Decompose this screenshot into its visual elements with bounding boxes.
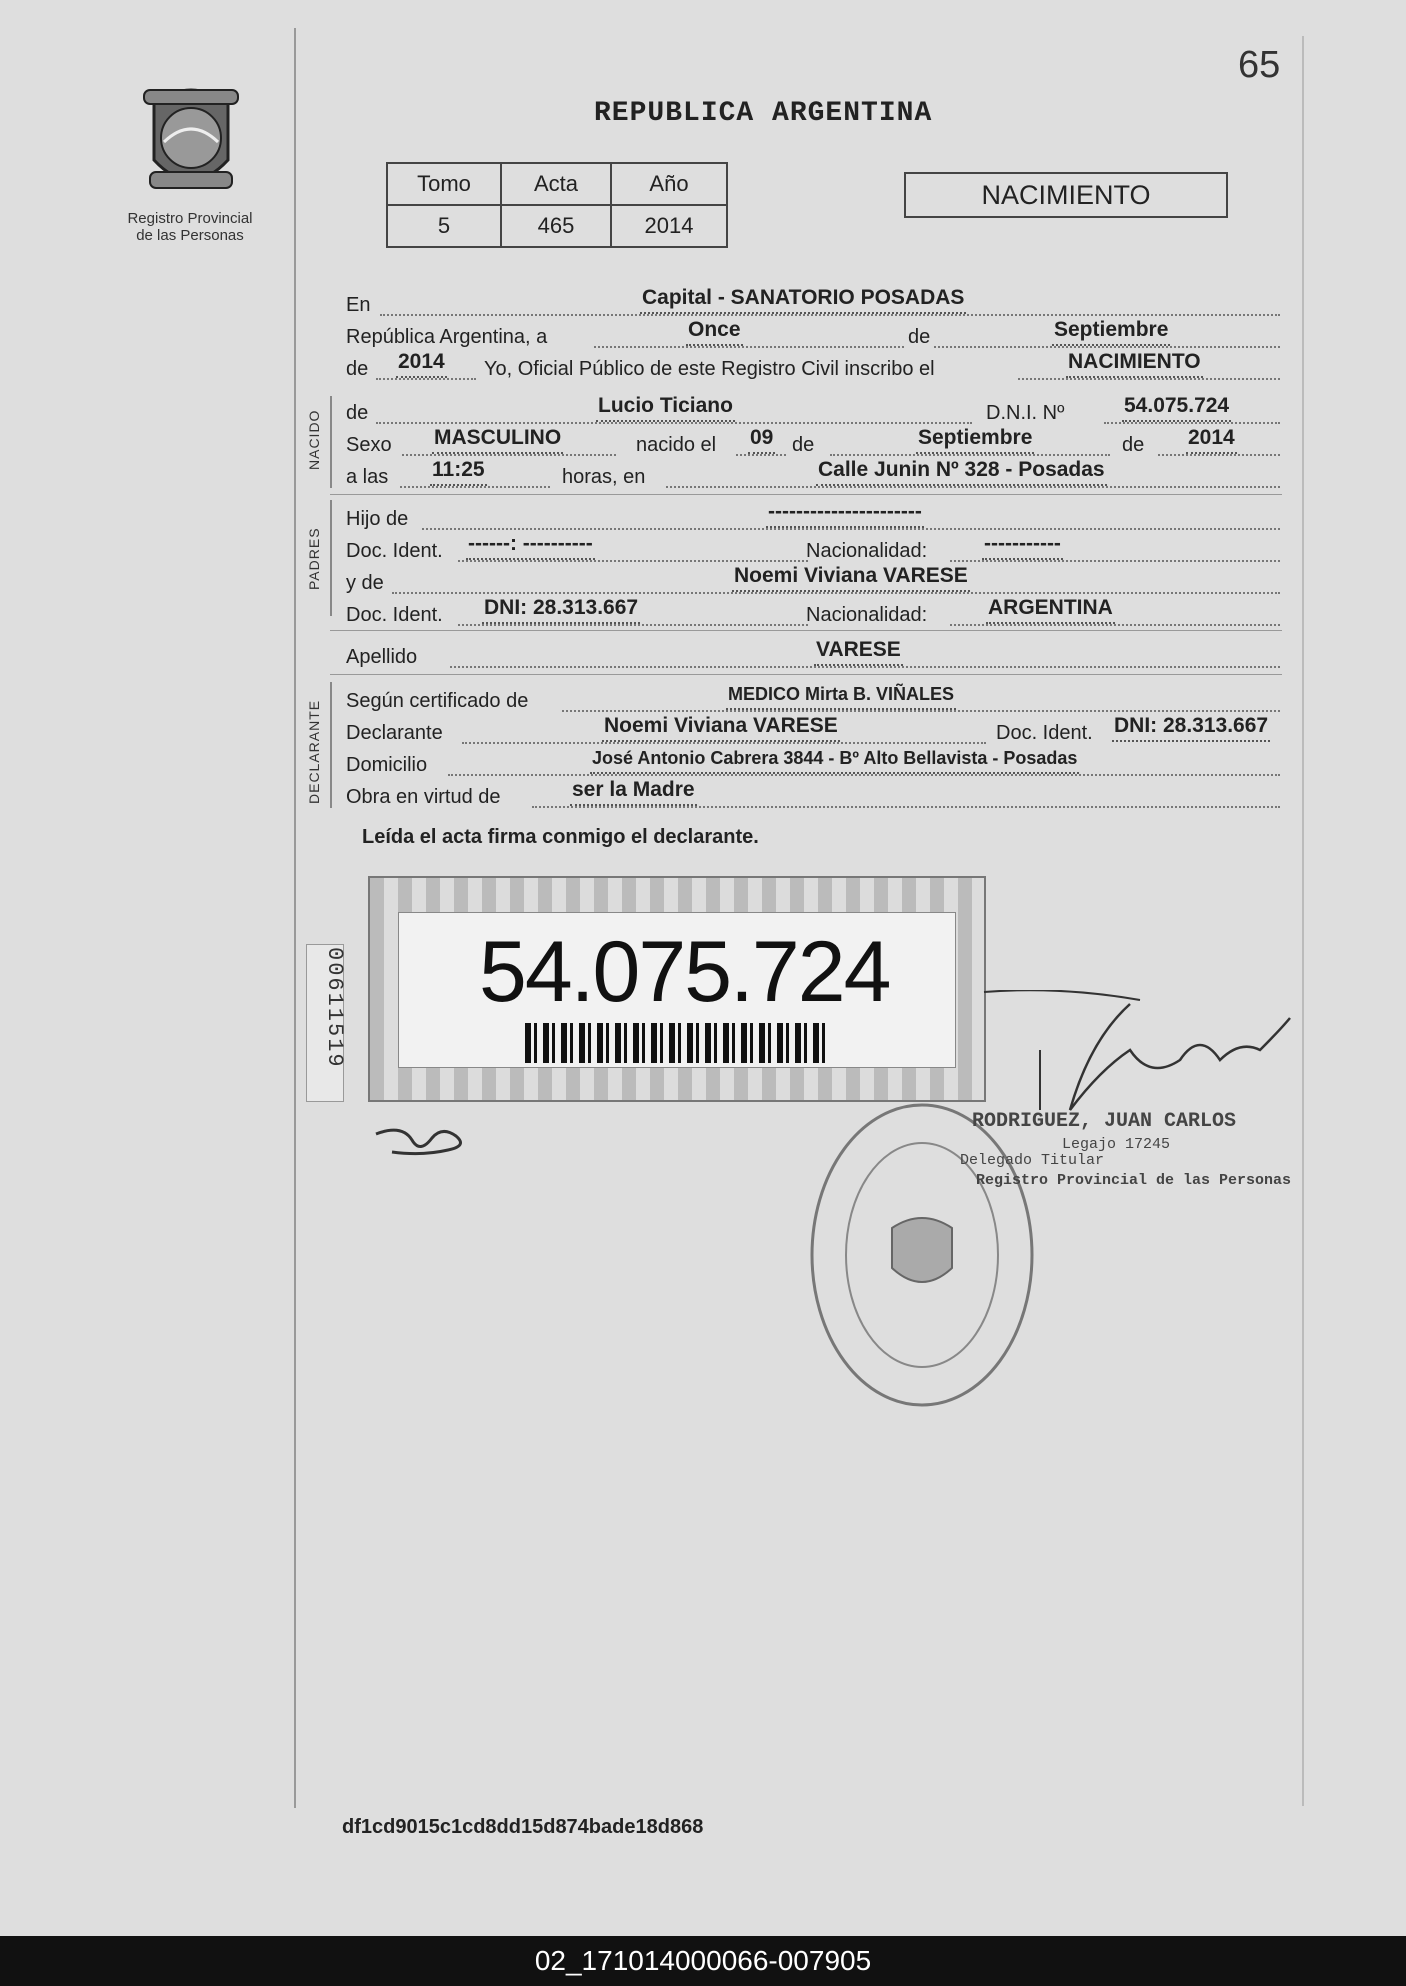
record-value: 465 xyxy=(501,205,611,247)
official-role: Delegado Titular xyxy=(960,1152,1105,1169)
mother-doc-label: Doc. Ident. xyxy=(346,604,443,626)
birth-day-value: 09 xyxy=(748,424,775,454)
record-type-box: NACIMIENTO xyxy=(904,172,1228,218)
mother-doc-row xyxy=(346,596,1282,630)
certificate-value: MEDICO Mirta B. VIÑALES xyxy=(726,680,956,710)
birth-place-value: Calle Junin Nº 328 - Posadas xyxy=(816,456,1107,486)
certificate-label: Según certificado de xyxy=(346,690,529,712)
mother-value: Noemi Viviana VARESE xyxy=(732,562,970,592)
birth-time-row xyxy=(346,458,1282,492)
father-value: ---------------------- xyxy=(766,498,924,528)
id-number: 54.075.724 xyxy=(479,924,890,1020)
serial-number: 00611519 xyxy=(322,947,347,1069)
country-title: REPUBLICA ARGENTINA xyxy=(594,98,933,129)
surname-label: Apellido xyxy=(346,646,418,668)
official-seal-icon xyxy=(806,1096,1038,1414)
capacity-value: ser la Madre xyxy=(570,776,697,806)
surname-value: VARESE xyxy=(814,636,903,666)
province-emblem-icon xyxy=(134,76,248,206)
serial-stamp xyxy=(306,944,347,1102)
father-doc-value: ------: ---------- xyxy=(466,530,595,560)
mother-doc-value: DNI: 28.313.667 xyxy=(482,594,640,624)
year-header: Año xyxy=(611,163,727,205)
right-margin-rule xyxy=(1302,36,1304,1806)
barcode-icon xyxy=(525,1023,827,1063)
registration-table xyxy=(386,162,728,248)
child-name-value: Lucio Ticiano xyxy=(596,392,735,422)
child-of-label: Hijo de xyxy=(346,508,409,530)
of-label: de xyxy=(906,322,932,352)
inscription-value: NACIMIENTO xyxy=(1066,348,1203,378)
surname-row xyxy=(346,638,1282,672)
born-section-label: NACIDO xyxy=(306,409,322,470)
time-value: 11:25 xyxy=(430,456,487,486)
closing-statement: Leída el acta firma conmigo el declarante. xyxy=(362,826,759,848)
capacity-row xyxy=(346,778,1282,812)
birth-year-value: 2014 xyxy=(1186,424,1237,454)
official-office: Registro Provincial de las Personas xyxy=(976,1172,1292,1189)
dni-value: 54.075.724 xyxy=(1122,392,1231,422)
address-value: José Antonio Cabrera 3844 - Bº Alto Bellavista - Posadas xyxy=(590,744,1079,774)
inscription-label: Yo, Oficial Público de este Registro Civil inscribo el xyxy=(484,358,935,380)
declarant-doc-label: Doc. Ident. xyxy=(996,722,1093,744)
parents-section-label: PADRES xyxy=(306,527,322,590)
id-number-panel xyxy=(398,912,956,1068)
id-number-label xyxy=(368,876,986,1102)
time-label: a las xyxy=(346,466,389,488)
republic-label: República Argentina, a xyxy=(346,326,548,348)
page-number: 65 xyxy=(1238,44,1281,86)
address-row xyxy=(346,750,1282,780)
official-name: RODRIGUEZ, JUAN CARLOS xyxy=(972,1110,1237,1133)
father-nationality-label: Nacionalidad: xyxy=(806,540,928,562)
declarant-section-label: DECLARANTE xyxy=(306,699,322,804)
dni-label: D.N.I. Nº xyxy=(986,402,1065,424)
declarant-doc-value: DNI: 28.313.667 xyxy=(1112,712,1270,742)
sex-label: Sexo xyxy=(346,434,392,456)
document-hash: df1cd9015c1cd8dd15d874bade18d868 xyxy=(342,1816,704,1838)
born-on-label: nacido el xyxy=(636,434,717,456)
registry-name xyxy=(110,210,270,244)
father-doc-label: Doc. Ident. xyxy=(346,540,443,562)
month-value: Septiembre xyxy=(1052,316,1170,346)
birth-month-value: Septiembre xyxy=(916,424,1034,454)
hours-label: horas, en xyxy=(562,466,646,488)
address-label: Domicilio xyxy=(346,754,428,776)
declarant-initials-icon xyxy=(372,1120,482,1160)
father-nationality-value: ----------- xyxy=(982,530,1063,560)
registry-name-line-1: Registro Provincial xyxy=(127,210,253,227)
registration-header-row xyxy=(387,163,727,205)
birth-of-label: de xyxy=(792,434,815,456)
place-value: Capital - SANATORIO POSADAS xyxy=(640,284,966,314)
left-margin-rule xyxy=(294,28,296,1808)
year-value: 2014 xyxy=(611,205,727,247)
sex-value: MASCULINO xyxy=(432,424,563,454)
mother-nationality-label: Nacionalidad: xyxy=(806,604,928,626)
registry-name-line-2: de las Personas xyxy=(136,227,244,244)
record-header: Acta xyxy=(501,163,611,205)
inscription-row xyxy=(346,350,1282,384)
mother-nationality-value: ARGENTINA xyxy=(986,594,1115,624)
declarant-label: Declarante xyxy=(346,722,443,744)
declarant-value: Noemi Viviana VARESE xyxy=(602,712,840,742)
day-value: Once xyxy=(686,316,743,346)
capacity-label: Obra en virtud de xyxy=(346,786,501,808)
volume-header: Tomo xyxy=(387,163,501,205)
child-name-label: de xyxy=(346,402,369,424)
and-of-label: y de xyxy=(346,572,384,594)
volume-value: 5 xyxy=(387,205,501,247)
footer-id-bar: 02_171014000066-007905 xyxy=(0,1936,1406,1986)
year-label: de xyxy=(346,358,369,380)
registration-value-row xyxy=(387,205,727,247)
official-file-number: Legajo 17245 xyxy=(1062,1136,1171,1153)
birth-of-label-2: de xyxy=(1122,434,1145,456)
year-value: 2014 xyxy=(396,348,447,378)
place-label: En xyxy=(346,294,371,316)
